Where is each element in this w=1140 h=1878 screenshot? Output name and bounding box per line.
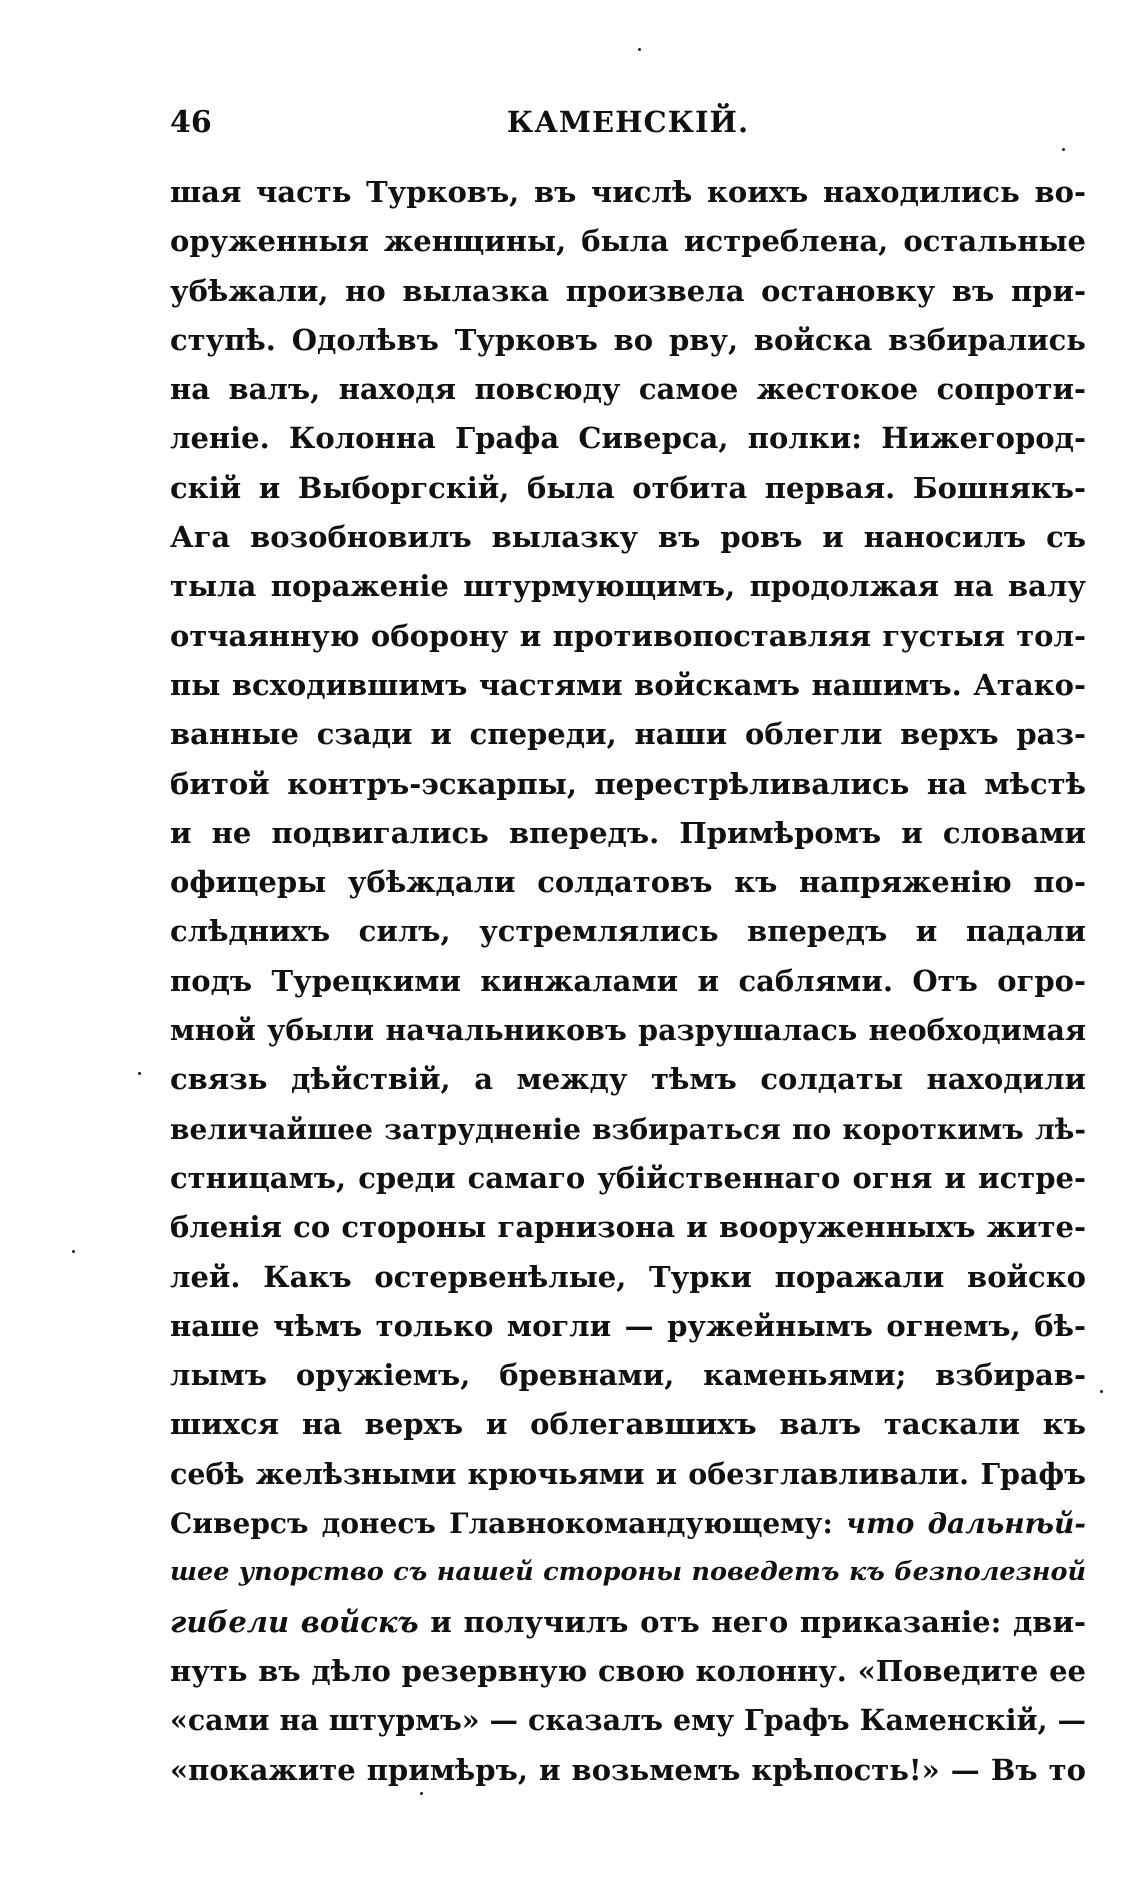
text-segment: Сиверсъ донесъ Главнокомандующему: (170, 1507, 847, 1541)
text-line (170, 907, 1086, 956)
text-line (170, 710, 1086, 759)
text-line (170, 1351, 1086, 1400)
text-line (170, 513, 1086, 562)
page-number: 46 (170, 105, 212, 140)
text-segment: ступѣ. Одолѣвъ Турковъ во рву, войска взбирались (170, 322, 1086, 357)
text-line (170, 957, 1086, 1006)
text-line (170, 1154, 1086, 1203)
text-segment: бленія со стороны гарнизона и вооруженныхъ жите- (170, 1210, 1086, 1245)
print-speck (1100, 1390, 1103, 1393)
text-line (170, 1006, 1086, 1055)
text-segment: убѣжали, но вылазка произвела остановку въ при- (170, 273, 1086, 308)
running-head: КАМЕНСКІЙ. (506, 105, 750, 139)
text-segment: офицеры убѣждали солдатовъ къ напряженію по- (170, 865, 1086, 900)
text-line (170, 414, 1086, 463)
text-line (170, 1105, 1086, 1154)
text-segment: подъ Турецкими кинжалами и саблями. Отъ огро- (170, 963, 1086, 998)
text-segment: слѣднихъ силъ, устремлялись впередъ и падали (170, 914, 1086, 949)
text-line (170, 1696, 1086, 1745)
text-line (170, 1598, 1086, 1647)
text-segment: ванные сзади и спереди, наши облегли верхъ раз- (170, 717, 1086, 752)
text-line (170, 661, 1086, 710)
text-line (170, 316, 1086, 365)
print-speck (72, 1250, 75, 1253)
text-segment: мной убыли начальниковъ разрушалась необходимая (170, 1013, 1086, 1048)
text-segment: скій и Выборгскій, была отбита первая. Бошнякъ- (170, 470, 1086, 505)
print-speck (1062, 148, 1065, 151)
print-speck (138, 1072, 141, 1075)
text-segment: себѣ желѣзными крючьями и обезглавливали. Графъ (170, 1456, 1086, 1491)
italic-text-segment: гибели войскъ (170, 1604, 419, 1639)
text-line (170, 1647, 1086, 1696)
text-line (170, 1055, 1086, 1104)
text-line (170, 562, 1086, 611)
text-segment: связь дѣйствій, а между тѣмъ солдаты находили (170, 1062, 1086, 1097)
text-segment: шихся на верхъ и облегавшихъ валъ таскали къ (170, 1407, 1086, 1442)
text-line (170, 1450, 1086, 1499)
text-segment: отчаянную оборону и противопоставляя густыя тол- (170, 618, 1086, 653)
italic-text-segment: шее упорство съ нашей стороны поведетъ къ безполезной (170, 1557, 1086, 1588)
text-line (170, 1499, 1086, 1548)
text-segment: леніе. Колонна Графа Сиверса, полки: Нижегород- (170, 421, 1086, 456)
text-segment: битой контръ-эскарпы, перестрѣливались на мѣстѣ (170, 766, 1086, 801)
text-line (170, 464, 1086, 513)
text-segment: величайшее затрудненіе взбираться по короткимъ лѣ- (170, 1112, 1086, 1146)
text-segment: и получилъ отъ него приказаніе: дви- (418, 1604, 1086, 1639)
text-line (170, 1548, 1086, 1597)
text-segment: тыла пораженіе штурмующимъ, продолжая на валу (170, 569, 1086, 604)
text-line (170, 1302, 1086, 1351)
text-segment: пы всходившимъ частями войскамъ нашимъ. Атако- (170, 667, 1086, 702)
text-line (170, 1400, 1086, 1449)
text-segment: наше чѣмъ только могли — ружейнымъ огнемъ, бѣ- (170, 1308, 1086, 1343)
text-segment: и не подвигались впередъ. Примѣромъ и словами (170, 815, 1086, 850)
text-line (170, 365, 1086, 414)
text-segment: на валъ, находя повсюду самое жестокое сопроти- (170, 372, 1086, 407)
text-segment: стницамъ, среди самаго убійственнаго огня и истре- (170, 1160, 1086, 1195)
text-segment: оруженныя женщины, была истреблена, остальные (170, 224, 1086, 259)
text-segment: лымъ оружіемъ, бревнами, каменьями; взбирав- (170, 1358, 1086, 1393)
text-segment: нуть въ дѣло резервную свою колонну. «Поведите ее (170, 1653, 1086, 1688)
text-line (170, 1746, 1086, 1795)
italic-text-segment: что дальнѣй- (846, 1507, 1086, 1541)
text-line (170, 809, 1086, 858)
text-segment: Ага возобновилъ вылазку въ ровъ и наносилъ съ (170, 520, 1086, 555)
text-segment: шая часть Турковъ, въ числѣ коихъ находились во- (170, 175, 1086, 209)
text-line (170, 1253, 1086, 1302)
body-text (170, 168, 1086, 1795)
text-segment: «сами на штурмъ» — сказалъ ему Графъ Каменскій, — (170, 1703, 1086, 1738)
text-line (170, 1203, 1086, 1252)
print-speck (420, 1792, 423, 1795)
page-header (170, 105, 1086, 165)
text-line (170, 217, 1086, 266)
text-line (170, 760, 1086, 809)
text-line (170, 267, 1086, 316)
text-segment: «покажите примѣръ, и возьмемъ крѣпость!» — Въ то (170, 1752, 1086, 1787)
text-line (170, 858, 1086, 907)
text-line (170, 612, 1086, 661)
print-speck (638, 48, 641, 51)
text-line (170, 168, 1086, 217)
text-segment: лей. Какъ остервенѣлые, Турки поражали войско (170, 1259, 1086, 1294)
